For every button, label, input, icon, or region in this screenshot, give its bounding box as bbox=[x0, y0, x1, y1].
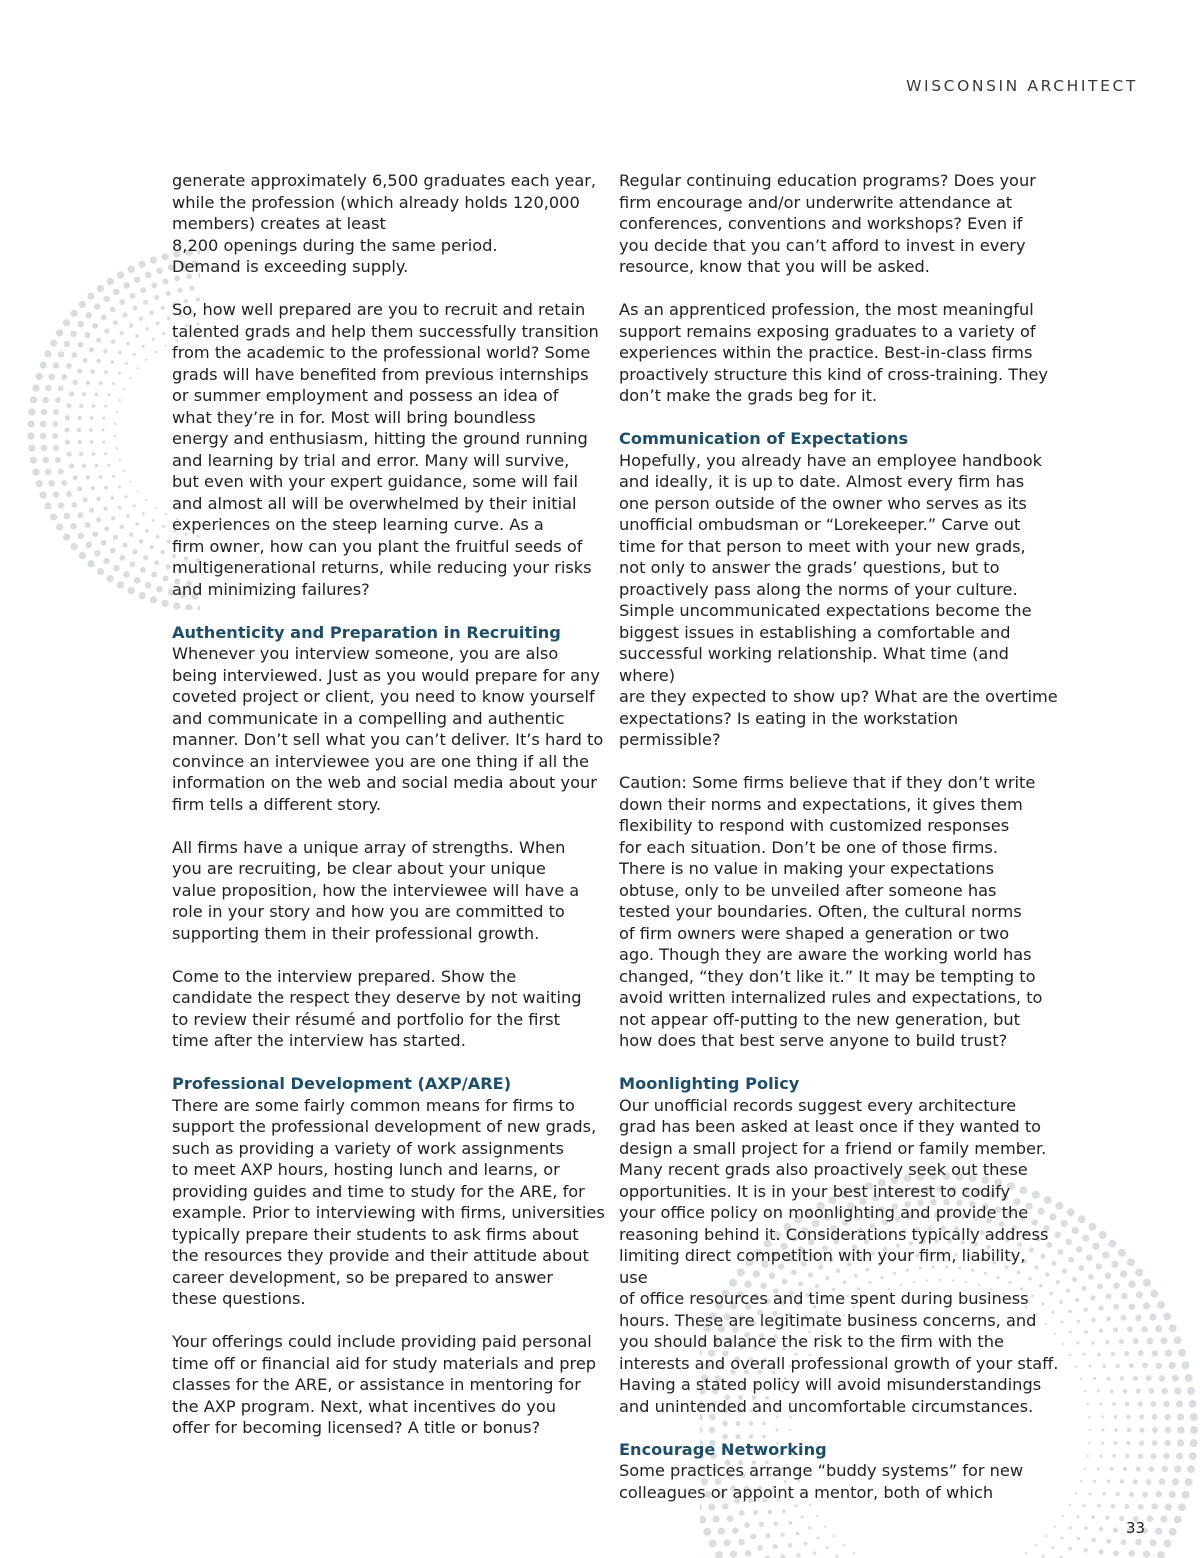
body-paragraph: All firms have a unique array of strengths. When you are recruiting, be clear about your unique value proposition, how the interviewee will have a role in your story and how you are committed to supporting them in their professional growth. bbox=[172, 837, 580, 943]
body-paragraph: Come to the interview prepared. Show the candidate the respect they deserve by not waiting to review their résumé and portfolio for the first time after the interview has started. bbox=[172, 966, 582, 1050]
body-paragraph: Some practices arrange “buddy systems” for new colleagues or appoint a mentor, both of which bbox=[619, 1461, 1024, 1502]
body-paragraph: As an apprenticed profession, the most meaningful support remains exposing graduates to a variety of experiences within the practice. Best-in-class firms proactively structure this kind of cross-training. They don’t make the grads beg for it. bbox=[619, 300, 1048, 405]
body-paragraph: Our unofficial records suggest every architecture grad has been asked at least once if they wanted to design a small project for a friend or family member. Many recent grads also proactively seek out these opportunities. It is in your best interest to codify your office policy on moonlighting and provide the reasoning behind it. Considerations typically address limiting direct competition with your firm, liability, use of office resources and time spent during business hours. These are legitimate business concerns, and you should balance the risk to the firm with the interests and overall professional growth of your staff. Having a stated policy will avoid misunderstandings and unintended and uncomfortable circumstances. bbox=[619, 1095, 1059, 1416]
page-number: 33 bbox=[1126, 1519, 1146, 1537]
body-paragraph: So, how well prepared are you to recruit and retain talented grads and help them successfully transition from the academic to the professional world? Some grads will have benefited from previous internships or summer employment and possess an idea of what they’re in for. Most will bring boundless energy and enthusiasm, hitting the ground running and learning by trial and error. Many will survive, but even with your expert guidance, some will fail and almost all will be overwhelmed by their initial experiences on the steep learning curve. As a firm owner, how can you plant the fruitful seeds of multigenerational returns, while reducing your risks and minimizing failures? bbox=[172, 300, 599, 599]
section-heading: Moonlighting Policy bbox=[619, 1074, 800, 1093]
body-paragraph: There are some fairly common means for firms to support the professional development of new grads, such as providing a variety of work assignments to meet AXP hours, hosting lunch and learns, or providing guides and time to study for the ARE, for example. Prior to interviewing with firms, universities typically prepare their students to ask firms about the resources they provide and their attitude about career development, so be prepared to answer these questions. bbox=[172, 1095, 605, 1308]
section-heading: Authenticity and Preparation in Recruiting bbox=[172, 622, 561, 642]
body-paragraph: Whenever you interview someone, you are also being interviewed. Just as you would prepare for any coveted project or client, you need to know yourself and communicate in a compelling and authentic manner. Don’t sell what you can’t deliver. It’s hard to convince an interviewee you are one thing if all the information on the web and social media about your firm tells a different story. bbox=[172, 644, 604, 814]
body-paragraph: Regular continuing education programs? Does your firm encourage and/or underwrite attendance at conferences, conventions and workshops? Even if you decide that you can’t afford to invest in every resource, know that you will be asked. bbox=[619, 171, 1036, 276]
left-column bbox=[172, 170, 612, 1460]
section-heading: Communication of Expectations bbox=[619, 429, 909, 448]
body-paragraph: Hopefully, you already have an employee handbook and ideally, it is up to date. Almost every firm has one person outside of the owner who serves as its unofficial ombudsman or “Lorekeeper.” Carve out time for that person to meet with your new grads, not only to answer the grads’ questions, but to proactively pass along the norms of your culture. Simple uncommunicated expectations become the biggest issues in establishing a comfortable and successful working relationship. What time (and where) are they expected to show up? What are the overtime expectations? Is eating in the workstation permissible? bbox=[619, 450, 1058, 749]
section-heading: Encourage Networking bbox=[619, 1439, 827, 1459]
decorative-dot-pattern-left bbox=[0, 250, 200, 610]
body-paragraph: generate approximately 6,500 graduates each year, while the profession (which already holds 120,000 members) creates at least 8,200 openings during the same period. Demand is exceeding supply. bbox=[172, 171, 597, 276]
publication-title: WISCONSIN ARCHITECT bbox=[906, 77, 1138, 95]
right-column bbox=[619, 170, 1059, 1525]
body-paragraph: Caution: Some firms believe that if they don’t write down their norms and expectations, it gives them flexibility to respond with customized responses for each situation. Don’t be one of those firms. There is no value in making your expectations obtuse, only to be unveiled after someone has tested your boundaries. Often, the cultural norms of firm owners were shaped a generation or two ago. Though they are aware the working world has changed, “they don’t like it.” It may be tempting to avoid written internalized rules and expectations, to not appear off-putting to the new generation, but how does that best serve anyone to build trust? bbox=[619, 773, 1043, 1050]
body-paragraph: Your offerings could include providing paid personal time off or financial aid for study materials and prep classes for the ARE, or assistance in mentoring for the AXP program. Next, what incentives do you offer for becoming licensed? A title or bonus? bbox=[172, 1332, 597, 1437]
section-heading: Professional Development (AXP/ARE) bbox=[172, 1074, 512, 1093]
